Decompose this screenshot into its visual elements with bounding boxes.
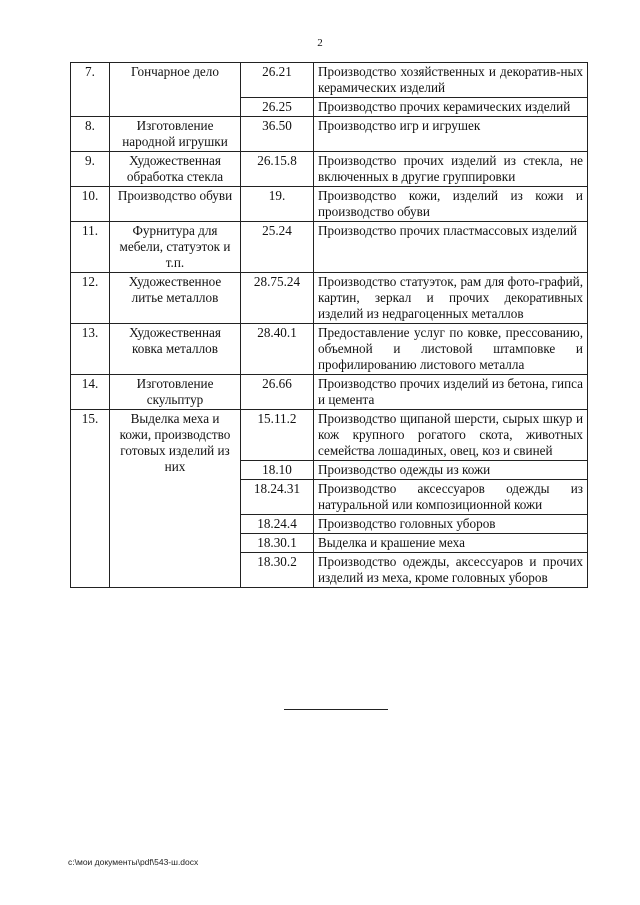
- row-number: 10.: [71, 187, 110, 222]
- table-row: [71, 187, 588, 222]
- table-row: [71, 117, 588, 152]
- activity-description: Предоставление услуг по ковке, прессованию, объемной и листовой штамповке и профилированию листового металла: [314, 324, 588, 375]
- craft-name: Художественная обработка стекла: [110, 152, 241, 187]
- craft-name: Фурнитура для мебели, статуэток и т.п.: [110, 222, 241, 273]
- table-row: [71, 63, 588, 98]
- activity-description: Производство одежды, аксессуаров и прочих изделий из меха, кроме головных уборов: [314, 553, 588, 588]
- row-number: 7.: [71, 63, 110, 117]
- activity-code: 15.11.2: [241, 410, 314, 461]
- activity-code: 26.66: [241, 375, 314, 410]
- table-row: [71, 222, 588, 273]
- activity-code: 26.15.8: [241, 152, 314, 187]
- activity-code: 18.30.2: [241, 553, 314, 588]
- row-number: 11.: [71, 222, 110, 273]
- activity-code: 19.: [241, 187, 314, 222]
- activity-code: 26.25: [241, 98, 314, 117]
- craft-name: Изготовление скульптур: [110, 375, 241, 410]
- row-number: 12.: [71, 273, 110, 324]
- table-row: [71, 324, 588, 375]
- activity-description: Производство одежды из кожи: [314, 461, 588, 480]
- table-body: [71, 63, 588, 588]
- activity-description: Производство прочих пластмассовых изделий: [314, 222, 588, 273]
- craft-name: Производство обуви: [110, 187, 241, 222]
- craft-name: Художественная ковка металлов: [110, 324, 241, 375]
- separator-line: [284, 709, 388, 710]
- activity-description: Производство аксессуаров одежды из натуральной или композиционной кожи: [314, 480, 588, 515]
- activity-description: Производство головных уборов: [314, 515, 588, 534]
- activity-code: 18.24.4: [241, 515, 314, 534]
- table-row: [71, 152, 588, 187]
- table-row: [71, 273, 588, 324]
- activity-description: Производство прочих керамических изделий: [314, 98, 588, 117]
- craft-name: Художественное литье металлов: [110, 273, 241, 324]
- activity-code: 18.24.31: [241, 480, 314, 515]
- table-row: [71, 375, 588, 410]
- craft-name: Выделка меха и кожи, производство готовых изделий из них: [110, 410, 241, 588]
- activity-description: Производство щипаной шерсти, сырых шкур и кож крупного рогатого скота, животных семейства лошадиных, овец, коз и свиней: [314, 410, 588, 461]
- activity-code: 28.40.1: [241, 324, 314, 375]
- activity-code: 36.50: [241, 117, 314, 152]
- craft-name: Изготовление народной игрушки: [110, 117, 241, 152]
- row-number: 9.: [71, 152, 110, 187]
- row-number: 14.: [71, 375, 110, 410]
- row-number: 15.: [71, 410, 110, 588]
- row-number: 13.: [71, 324, 110, 375]
- activity-code: 18.30.1: [241, 534, 314, 553]
- activity-code: 28.75.24: [241, 273, 314, 324]
- activity-description: Производство хозяйственных и декоратив-ных керамических изделий: [314, 63, 588, 98]
- activity-code: 18.10: [241, 461, 314, 480]
- activity-code: 26.21: [241, 63, 314, 98]
- activity-description: Производство игр и игрушек: [314, 117, 588, 152]
- activity-description: Производство прочих изделий из стекла, не включенных в другие группировки: [314, 152, 588, 187]
- activity-description: Производство статуэток, рам для фото-графий, картин, зеркал и прочих декоративных изделий из недрагоценных металлов: [314, 273, 588, 324]
- row-number: 8.: [71, 117, 110, 152]
- activity-description: Производство кожи, изделий из кожи и производство обуви: [314, 187, 588, 222]
- activity-codes-table: [70, 62, 588, 588]
- activity-code: 25.24: [241, 222, 314, 273]
- footer-file-path: c:\мои документы\pdf\543-ш.docx: [68, 857, 199, 867]
- activity-description: Выделка и крашение меха: [314, 534, 588, 553]
- craft-name: Гончарное дело: [110, 63, 241, 117]
- page-number: 2: [317, 37, 323, 49]
- table-row: [71, 410, 588, 461]
- activity-description: Производство прочих изделий из бетона, гипса и цемента: [314, 375, 588, 410]
